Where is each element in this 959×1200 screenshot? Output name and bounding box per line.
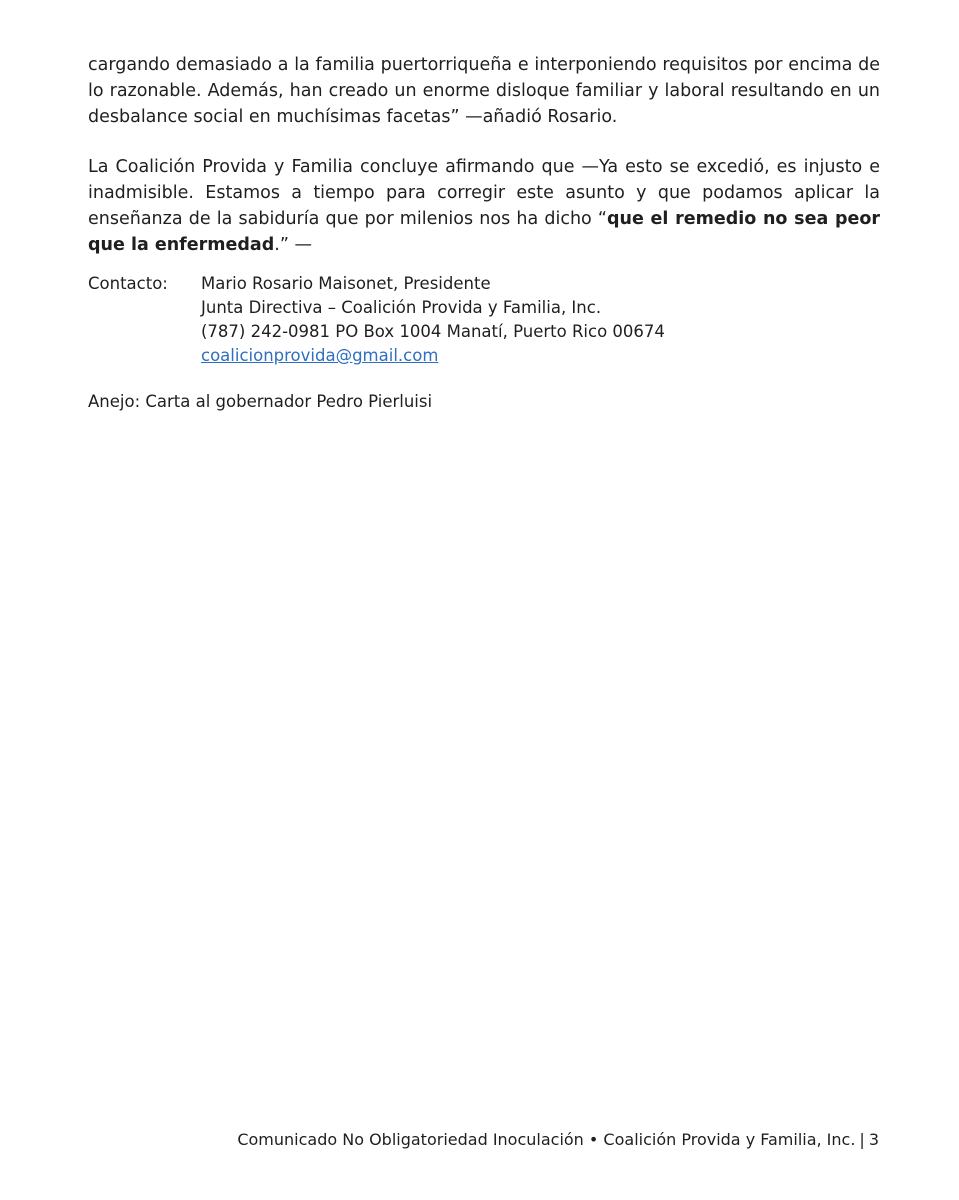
paragraph-conclusion <box>88 154 880 258</box>
contact-email-link[interactable]: coalicionprovida@gmail.com <box>201 346 439 365</box>
attachment-note: Anejo: Carta al gobernador Pedro Pierluisi <box>88 392 433 411</box>
page-footer <box>237 1128 879 1152</box>
contact-label: Contacto: <box>88 274 168 293</box>
footer-separator: | <box>859 1130 865 1149</box>
contact-phone-address: (787) 242-0981 PO Box 1004 Manatí, Puerto Rico 00674 <box>201 322 665 341</box>
page-number: 3 <box>868 1130 879 1149</box>
paragraph-rosario-quote: cargando demasiado a la familia puertorriqueña e interponiendo requisitos por encima de lo razonable. Además, han creado un enorme disloque familiar y laboral resultando en un desbalance social en muchísimas facetas” —añadió Rosario. <box>88 55 880 127</box>
footer-text: Comunicado No Obligatoriedad Inoculación • Coalición Provida y Familia, Inc. <box>237 1130 856 1149</box>
contact-block <box>88 272 880 368</box>
conclusion-text-end: .” — <box>274 235 312 255</box>
conclusion-text-start: La Coalición Provida y Familia concluye afirmando que —Ya esto se excedió, es injusto e inadmisible. Estamos a tiempo para corregir este asunto y que podamos aplicar la enseñanza de la sabiduría que por milenios nos ha dicho “ <box>88 157 880 229</box>
contact-organization: Junta Directiva – Coalición Provida y Familia, Inc. <box>201 298 602 317</box>
contact-details <box>201 272 665 368</box>
conclusion-bold-quote: que el remedio no sea peor que la enfermedad <box>88 209 880 255</box>
document-body <box>88 52 880 414</box>
contact-name: Mario Rosario Maisonet, Presidente <box>201 274 491 293</box>
